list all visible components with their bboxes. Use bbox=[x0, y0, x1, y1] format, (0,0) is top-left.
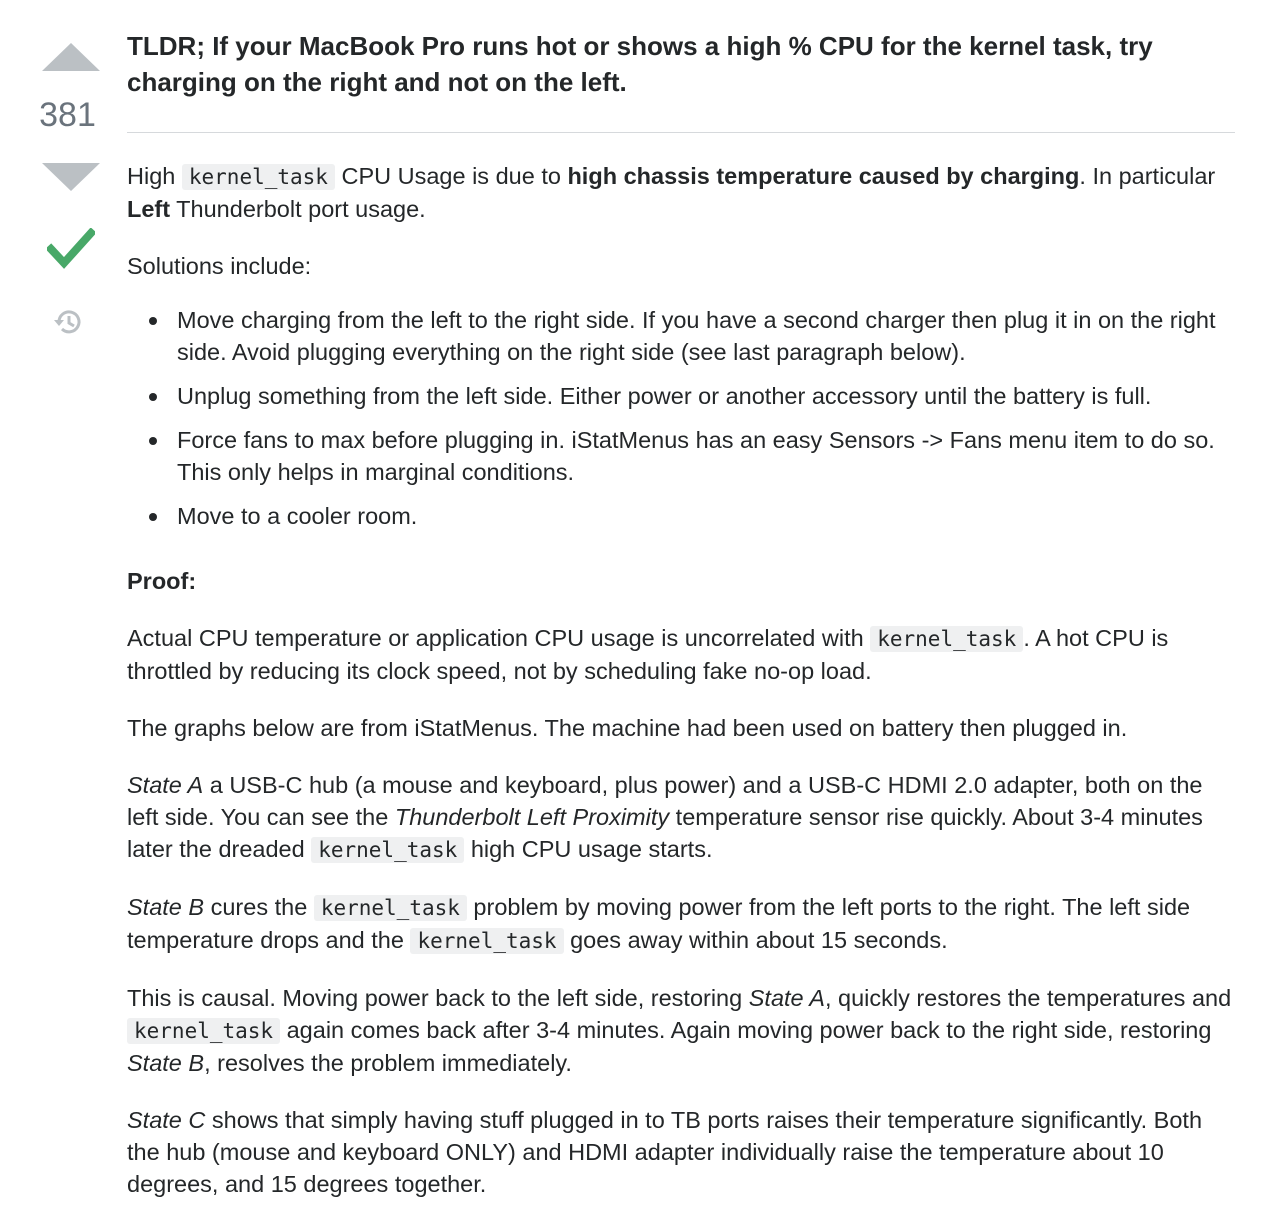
proof-heading: Proof: bbox=[127, 568, 197, 594]
graphs-paragraph: The graphs below are from iStatMenus. The machine had been used on battery then plugged in. bbox=[127, 715, 1128, 741]
text: , quickly restores the temperatures and bbox=[824, 985, 1232, 1011]
list-item: Unplug something from the left side. Either power or another accessory until the battery is full. bbox=[177, 380, 1235, 412]
inline-code: kernel_task bbox=[410, 928, 563, 954]
text: , resolves the problem immediately. bbox=[204, 1050, 572, 1076]
italic-text: Thunderbolt Left Proximity bbox=[394, 804, 670, 830]
text: cures the bbox=[204, 894, 314, 920]
checkmark-icon bbox=[47, 228, 95, 270]
state-c-paragraph bbox=[127, 1104, 1235, 1200]
text: temperature sensor rise quickly. About 3-4 minutes later the dreaded bbox=[127, 804, 1203, 862]
cpu-paragraph bbox=[127, 622, 1235, 687]
inline-code: kernel_task bbox=[311, 837, 464, 863]
history-icon[interactable] bbox=[53, 306, 85, 338]
text: shows that simply having stuff plugged in to TB ports raises their temperature significantly. Both the hub (mouse and keyboard ONLY) and HDMI adapter individually raise the temperature about 10 degrees, and 15 degrees together. bbox=[127, 1107, 1203, 1197]
text: Actual CPU temperature or application CPU usage is uncorrelated with bbox=[127, 625, 871, 651]
state-a-paragraph bbox=[127, 769, 1235, 866]
text: problem by moving power from the left ports to the right. The left side temperature drops and the bbox=[127, 894, 1191, 953]
text: again comes back after 3-4 minutes. Again moving power back to the right side, restoring bbox=[280, 1017, 1212, 1043]
text: This is causal. Moving power back to the left side, restoring bbox=[127, 985, 749, 1011]
solutions-intro: Solutions include: bbox=[127, 253, 312, 279]
list-item: Move charging from the left to the right side. If you have a second charger then plug it in on the right side. Avoid plugging everything on the right side (see last paragraph below). bbox=[177, 304, 1235, 368]
inline-code: kernel_task bbox=[182, 164, 335, 190]
divider bbox=[127, 132, 1235, 133]
italic-text: State B bbox=[127, 1050, 205, 1076]
inline-code: kernel_task bbox=[870, 626, 1023, 652]
vote-count: 381 bbox=[39, 96, 96, 134]
bold-text: high chassis temperature caused by charging bbox=[567, 163, 1080, 189]
italic-text: State A bbox=[127, 772, 204, 798]
answer-body bbox=[127, 28, 1235, 1210]
list-item: Force fans to max before plugging in. iStatMenus has an easy Sensors -> Fans menu item to do so. This only helps in marginal conditions. bbox=[177, 424, 1235, 488]
intro-paragraph bbox=[127, 160, 1235, 225]
bold-text: Left bbox=[127, 196, 171, 222]
downvote-arrow-icon[interactable] bbox=[42, 161, 100, 191]
text: a USB-C hub (a mouse and keyboard, plus power) and a USB-C HDMI 2.0 adapter, both on the left side. You can see the bbox=[127, 772, 1203, 830]
italic-text: State A bbox=[748, 985, 825, 1011]
solutions-list bbox=[127, 304, 1235, 532]
causal-paragraph bbox=[127, 982, 1235, 1079]
answer-headline: TLDR; If your MacBook Pro runs hot or shows a high % CPU for the kernel task, try charging on the right and not on the left. bbox=[127, 31, 1153, 97]
upvote-arrow-icon[interactable] bbox=[42, 43, 100, 73]
text: . A hot CPU is throttled by reducing its clock speed, not by scheduling fake no-op load. bbox=[127, 625, 1169, 684]
text: CPU Usage is due to bbox=[334, 163, 568, 189]
text: . In particular bbox=[1079, 163, 1216, 189]
list-item: Move to a cooler room. bbox=[177, 500, 1235, 532]
inline-code: kernel_task bbox=[127, 1018, 280, 1044]
text: high CPU usage starts. bbox=[464, 836, 713, 862]
inline-code: kernel_task bbox=[314, 895, 467, 921]
state-b-paragraph bbox=[127, 891, 1235, 957]
italic-text: State C bbox=[127, 1107, 206, 1133]
text: High bbox=[127, 163, 182, 189]
text: goes away within about 15 seconds. bbox=[563, 927, 948, 953]
text: Thunderbolt port usage. bbox=[170, 196, 426, 222]
italic-text: State B bbox=[127, 894, 205, 920]
